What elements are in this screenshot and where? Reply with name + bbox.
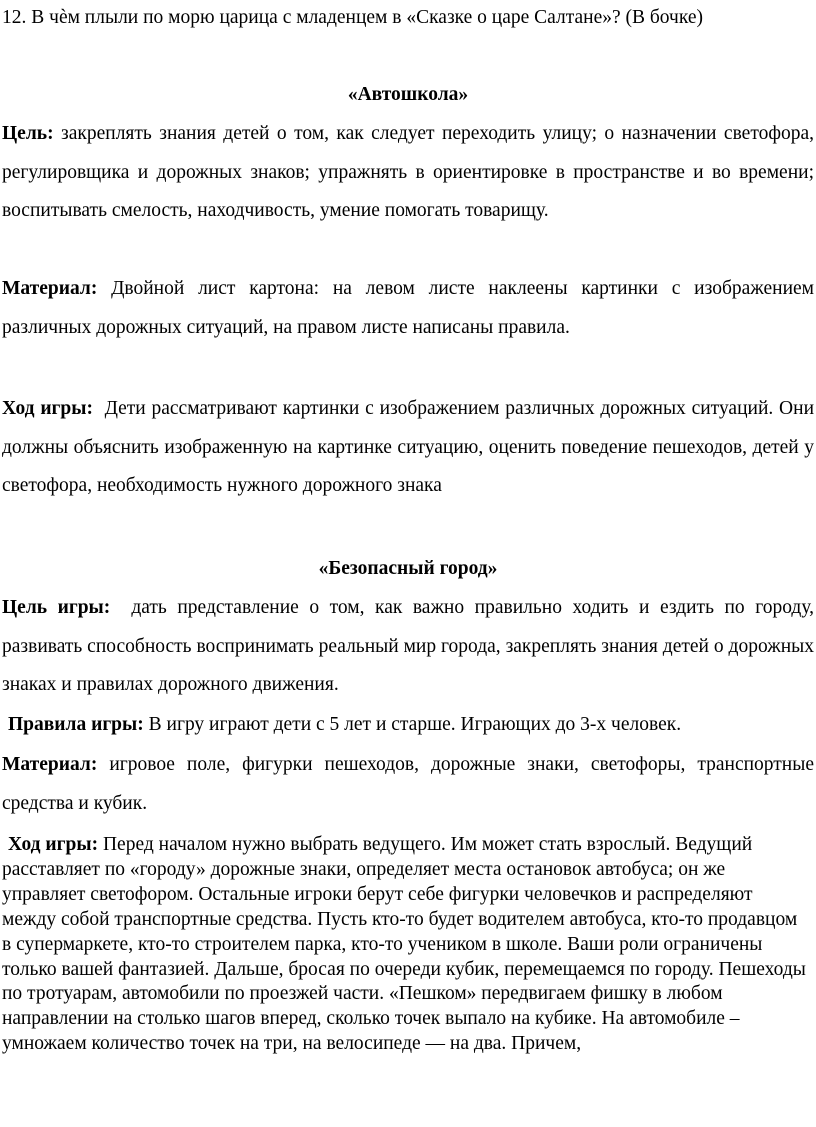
- game2-material-label: Материал:: [2, 754, 98, 775]
- game2-rules-paragraph: [2, 706, 814, 745]
- game2-rules-text: В игру играют дети с 5 лет и старше. Играющих до 3-х человек.: [148, 714, 682, 735]
- game2-progress-text: Перед началом нужно выбрать ведущего. Им может стать взрослый. Ведущий расставляет по «городу» дорожные знаки, определяет места остановок автобуса; он же управляет светофором. Остальные игроки берут себе фигурки человечков и распределяют между собой транспортные средства. Пусть кто-то будет водителем автобуса, кто-то продавцом в супермаркете, кто-то строителем парка, кто-то учеником в школе. Ваши роли ограничены только вашей фантазией. Дальше, бросая по очереди кубик, перемещаемся по городу. Пешеходы по тротуарам, автомобили по проезжей части. «Пешком» передвигаем фишку в любом направлении на столько шагов вперед, сколько точек выпало на кубике. На автомобиле – умножаем количество точек на три, на велосипеде — на два. Причем,: [2, 834, 806, 1055]
- game1-material-label: Материал:: [2, 278, 98, 299]
- game2-goal-label: Цель игры:: [2, 597, 111, 618]
- game2-progress-paragraph: [2, 833, 808, 1057]
- game2-goal-paragraph: [2, 589, 814, 705]
- game2-goal-text: дать представление о том, как важно правильно ходить и ездить по городу, развивать способность воспринимать реальный мир города, закреплять знания детей о дорожных знаках и правилах дорожного движения.: [2, 597, 815, 695]
- game1-progress-label: Ход игры:: [2, 398, 93, 419]
- game1-progress-paragraph: [2, 390, 814, 506]
- game2-material-paragraph: [2, 746, 814, 823]
- game1-goal-paragraph: [2, 115, 814, 231]
- game1-progress-text: Дети рассматривают картинки с изображением различных дорожных ситуаций. Они должны объяснить изображенную на картинке ситуацию, оценить поведение пешеходов, детей у светофора, необходимость нужного дорожного знака: [2, 398, 815, 496]
- game2-progress-label: Ход игры:: [8, 834, 99, 855]
- game1-material-text: Двойной лист картона: на левом листе наклеены картинки с изображением различных дорожных ситуаций, на правом листе написаны правила.: [2, 278, 815, 338]
- game1-goal-label: Цель:: [2, 123, 54, 144]
- question-paragraph: 12. В чѐм плыли по морю царица с младенцем в «Сказке о царе Салтане»? (В бочке): [2, 7, 704, 28]
- game2-title: «Безопасный город»: [318, 558, 498, 579]
- game1-title: «Автошкола»: [347, 84, 469, 105]
- game2-rules-label: Правила игры:: [8, 714, 144, 735]
- game1-material-paragraph: [2, 270, 814, 347]
- game1-goal-text: закреплять знания детей о том, как следует переходить улицу; о назначении светофора, регулировщика и дорожных знаков; упражнять в ориентировке в пространстве и во времени; воспитывать смелость, находчивость, умение помогать товарищу.: [2, 123, 815, 221]
- game2-material-text: игровое поле, фигурки пешеходов, дорожные знаки, светофоры, транспортные средства и кубик.: [2, 754, 814, 814]
